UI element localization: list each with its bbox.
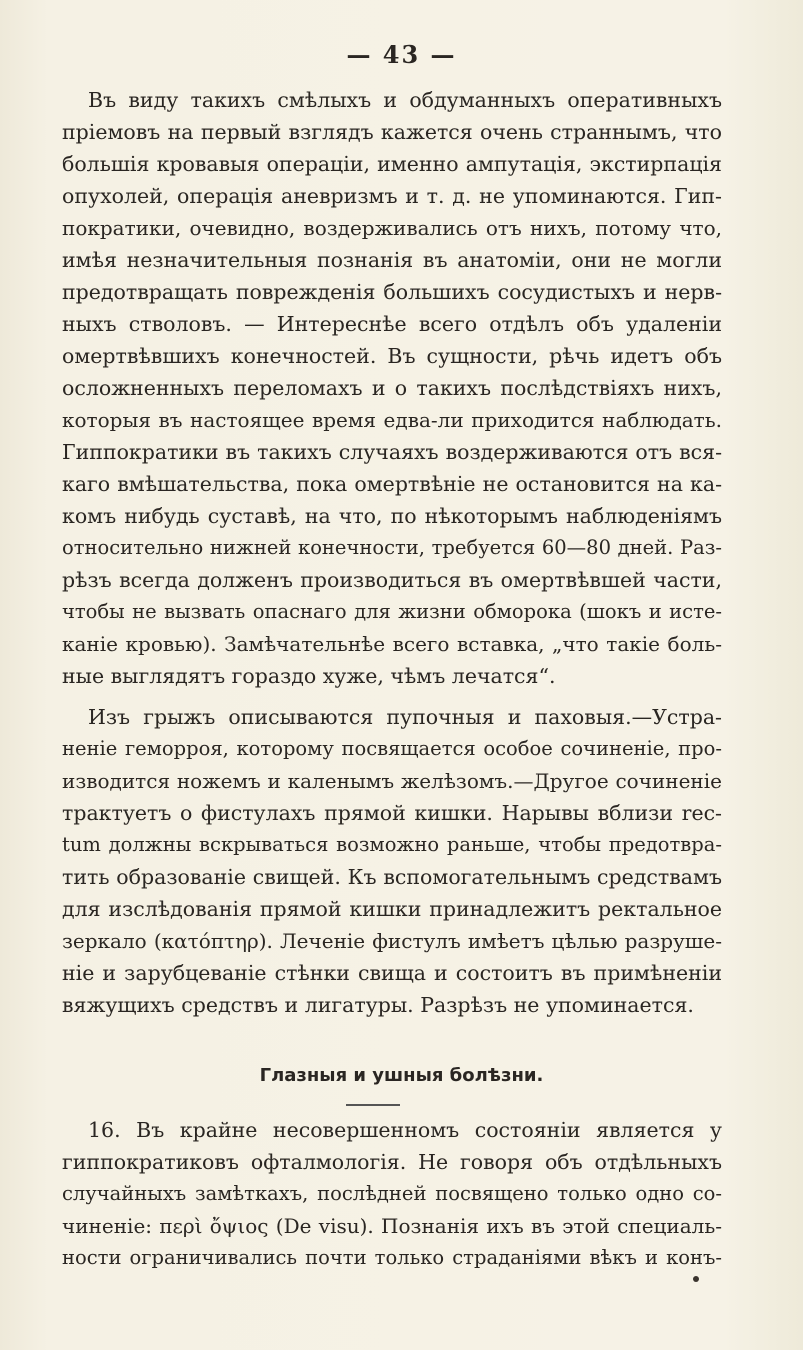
text-line: каго вмѣшательства, пока омертвѣніе не остановится на ка- (62, 472, 722, 496)
paragraph-3 (62, 1114, 722, 1274)
text-line: рѣзъ всегда долженъ производиться въ омертвѣвшей части, (62, 568, 722, 592)
text-line: тить образованіе свищей. Къ вспомогательнымъ средствамъ (62, 865, 722, 889)
ink-speck (693, 1276, 699, 1282)
text-line: Въ виду такихъ смѣлыхъ и обдуманныхъ оперативныхъ (88, 88, 722, 112)
text-line: вяжущихъ средствъ и лигатуры. Разрѣзъ не упоминается. (62, 993, 694, 1017)
text-line: ности ограничивались почти только страданіями вѣкъ и конъ- (62, 1246, 722, 1269)
text-line: большія кровавыя операціи, именно ампутація, экстирпація (62, 152, 722, 176)
text-line: ніе и зарубцеваніе стѣнки свища и состоитъ въ примѣненіи (62, 961, 722, 985)
text-line: которыя въ настоящее время едва-ли приходится наблюдать. (62, 408, 722, 432)
text-line: чтобы не вызвать опаснаго для жизни обморока (шокъ и исте- (62, 600, 722, 623)
text-line: комъ нибудь суставѣ, на что, по нѣкоторымъ наблюденіямъ (62, 504, 722, 528)
heading-rule (346, 1104, 400, 1106)
text-line: Гиппократики въ такихъ случаяхъ воздерживаются отъ вся- (62, 440, 722, 464)
text-line: опухолей, операція аневризмъ и т. д. не упоминаются. Гип- (62, 184, 722, 208)
text-line: пріемовъ на первый взглядъ кажется очень страннымъ, что (62, 120, 722, 144)
text-line: ные выглядятъ гораздо хуже, чѣмъ лечатся“. (62, 664, 556, 688)
text-line: пократики, очевидно, воздерживались отъ нихъ, потому что, (62, 216, 722, 240)
text-line: случайныхъ замѣткахъ, послѣдней посвящено только одно со- (62, 1182, 722, 1205)
page-number: — 43 — (346, 40, 457, 69)
text-line: tum должны вскрываться возможно раньше, чтобы предотвра- (62, 833, 722, 856)
text-line: относительно нижней конечности, требуется 60—80 дней. Раз- (62, 536, 722, 559)
text-line: для изслѣдованія прямой кишки принадлежитъ ректальное (62, 897, 722, 921)
text-line: зеркало (κατόπτηρ). Леченіе фистулъ имѣетъ цѣлью разруше- (62, 929, 722, 953)
text-line: ныхъ стволовъ. — Интереснѣе всего отдѣлъ объ удаленіи (62, 312, 722, 336)
text-line: чиненіе: περὶ ὄψιος (De visu). Познанія ихъ въ этой специаль- (62, 1214, 722, 1238)
text-line: Изъ грыжъ описываются пупочныя и паховыя.—Устра- (88, 705, 722, 729)
text-line: осложненныхъ переломахъ и о такихъ послѣдствіяхъ нихъ, (62, 376, 722, 400)
text-line: трактуетъ о фистулахъ прямой кишки. Нарывы вблизи rec- (62, 801, 722, 825)
text-line: 16. Въ крайне несовершенномъ состояніи является у (88, 1118, 722, 1142)
text-line: неніе геморроя, которому посвящается особое сочиненіе, про- (62, 737, 722, 760)
text-line: каніе кровью). Замѣчательнѣе всего вставка, „что такіе боль- (62, 632, 722, 656)
text-line: имѣя незначительныя познанія въ анатоміи, они не могли (62, 248, 722, 272)
paragraph-2 (62, 701, 722, 1021)
text-line: омертвѣвшихъ конечностей. Въ сущности, рѣчь идетъ объ (62, 344, 722, 368)
text-line: предотвращать поврежденія большихъ сосудистыхъ и нерв- (62, 280, 722, 304)
text-line: изводится ножемъ и каленымъ желѣзомъ.—Другое сочиненіе (62, 769, 722, 793)
section-heading: Глазныя и ушныя болѣзни. (259, 1065, 544, 1086)
text-line: гиппократиковъ офталмологія. Не говоря объ отдѣльныхъ (62, 1150, 722, 1174)
paragraph-1 (62, 84, 722, 692)
